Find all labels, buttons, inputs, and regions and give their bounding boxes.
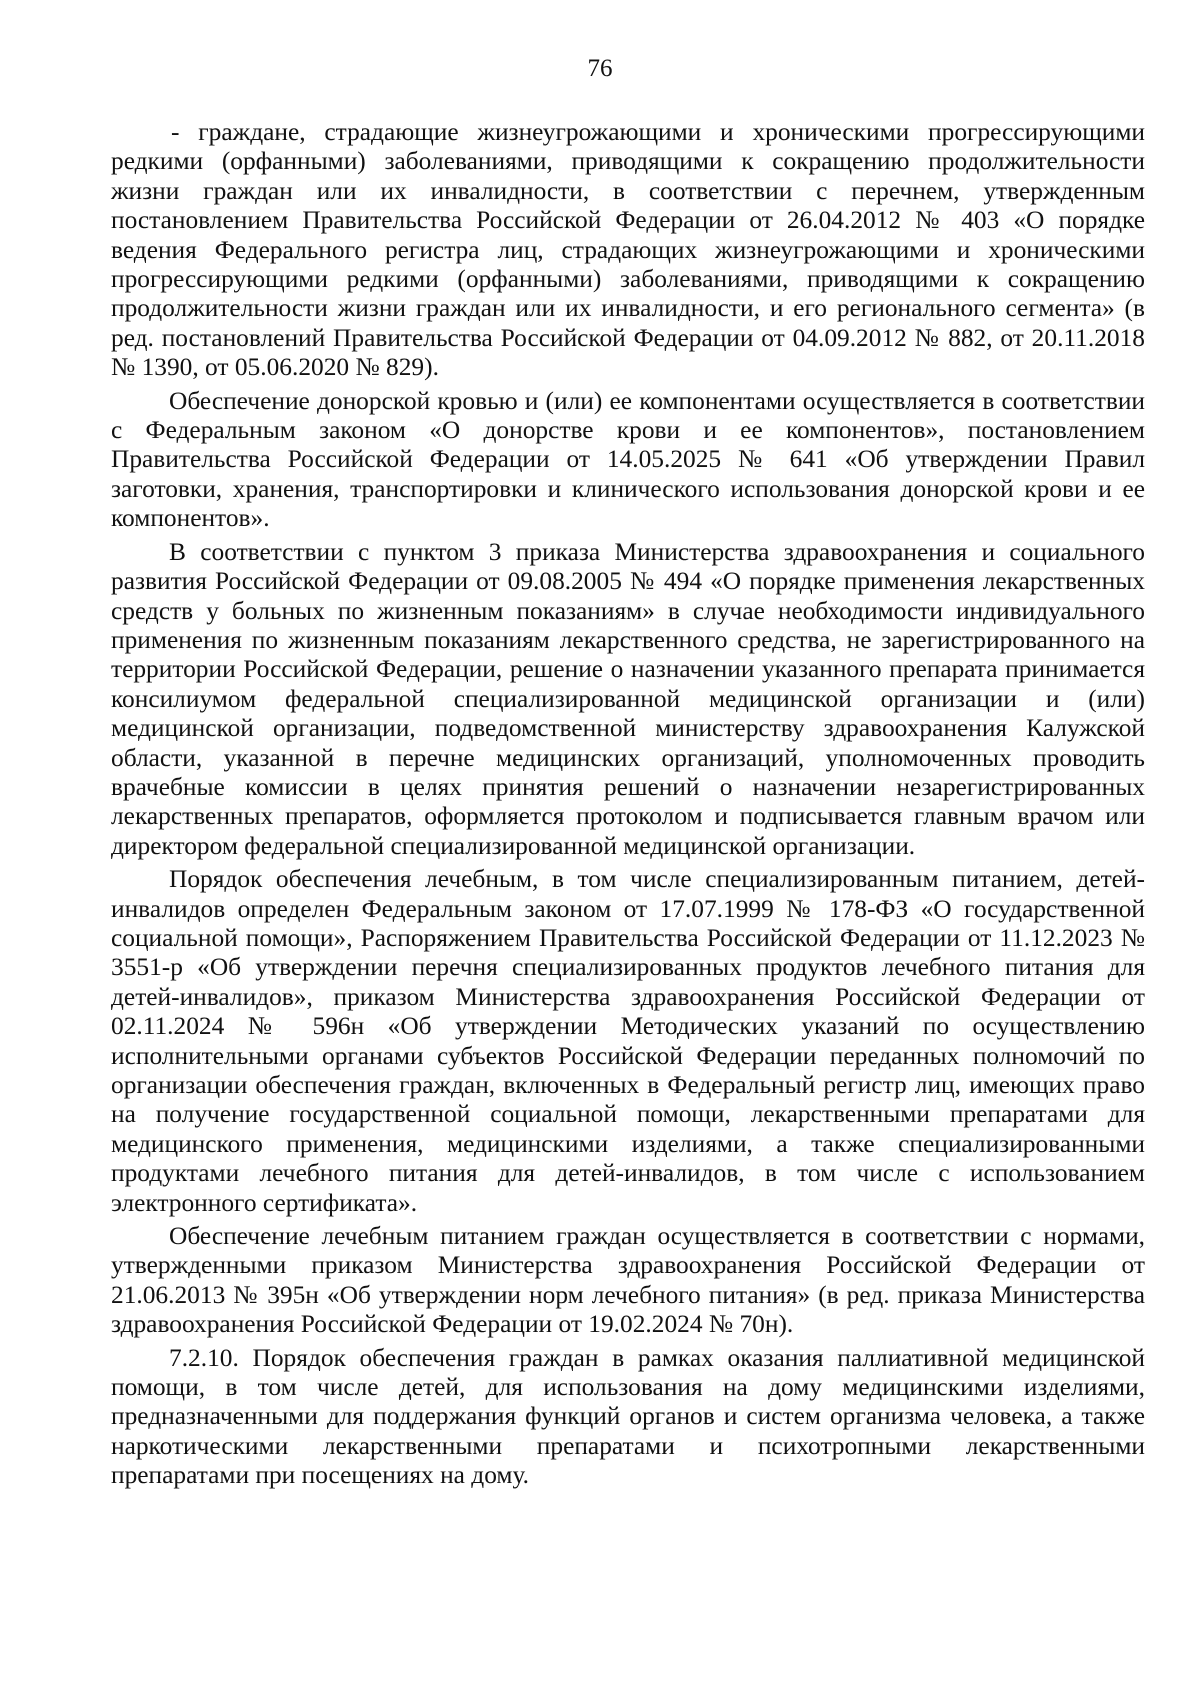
paragraph-section-7-2-10: 7.2.10. Порядок обеспечения граждан в рамках оказания паллиативной медицинской помощи, в том числе детей, для использования на дому медицинскими изделиями, предназначенными для поддержания функций органов и систем организма человека, а также наркотическими лекарственными препаратами и психотропными лекарственными препаратами при посещениях на дому. (111, 1343, 1145, 1490)
document-body (111, 118, 1145, 1491)
page-number: 76 (587, 55, 613, 82)
paragraph-therapeutic-nutrition: Обеспечение лечебным питанием граждан осуществляется в соответствии с нормами, утвержденными приказом Министерства здравоохранения Российской Федерации от 21.06.2013 № 395н «Об утверждении норм лечебного питания» (в ред. приказа Министерства здравоохранения Российской Федерации от 19.02.2024 № 70н). (111, 1222, 1145, 1339)
paragraph-vital-indications: В соответствии с пунктом 3 приказа Министерства здравоохранения и социального развития Российской Федерации от 09.08.2005 № 494 «О порядке применения лекарственных средств у больных по жизненным показаниям» в случае необходимости индивидуального применения по жизненным показаниям лекарственного средства, не зарегистрированного на территории Российской Федерации, решение о назначении указанного препарата принимается консилиумом федеральной специализированной медицинской организации и (или) медицинской организации, подведомственной министерству здравоохранения Калужской области, указанной в перечне медицинских организаций, уполномоченных проводить врачебные комиссии в целях принятия решений о назначении незарегистрированных лекарственных препаратов, оформляется протоколом и подписывается главным врачом или директором федеральной специализированной медицинской организации. (111, 537, 1145, 860)
paragraph-donor-blood: Обеспечение донорской кровью и (или) ее компонентами осуществляется в соответствии с Федеральным законом «О донорстве крови и ее компонентов», постановлением Правительства Российской Федерации от 14.05.2025 № 641 «Об утверждении Правил заготовки, хранения, транспортировки и клинического использования донорской крови и ее компонентов». (111, 386, 1145, 533)
paragraph-orphan-diseases: - граждане, страдающие жизнеугрожающими и хроническими прогрессирующими редкими (орфанными) заболеваниями, приводящими к сокращению продолжительности жизни граждан или их инвалидности, в соответствии с перечнем, утвержденным постановлением Правительства Российской Федерации от 26.04.2012 № 403 «О порядке ведения Федерального регистра лиц, страдающих жизнеугрожающими и хроническими прогрессирующими редкими (орфанными) заболеваниями, приводящими к сокращению продолжительности жизни граждан или их инвалидности, и его регионального сегмента» (в ред. постановлений Правительства Российской Федерации от 04.09.2012 № 882, от 20.11.2018 № 1390, от 05.06.2020 № 829). (111, 118, 1145, 382)
paragraph-special-nutrition-children: Порядок обеспечения лечебным, в том числе специализированным питанием, детей-инвалидов определен Федеральным законом от 17.07.1999 № 178-ФЗ «О государственной социальной помощи», Распоряжением Правительства Российской Федерации от 11.12.2023 № 3551-р «Об утверждении перечня специализированных продуктов лечебного питания для детей-инвалидов», приказом Министерства здравоохранения Российской Федерации от 02.11.2024 № 596н «Об утверждении Методических указаний по осуществлению исполнительными органами субъектов Российской Федерации переданных полномочий по организации обеспечения граждан, включенных в Федеральный регистр лиц, имеющих право на получение государственной социальной помощи, лекарственными препаратами для медицинского применения, медицинскими изделиями, а также специализированными продуктами лечебного питания для детей-инвалидов, в том числе с использованием электронного сертификата». (111, 865, 1145, 1217)
